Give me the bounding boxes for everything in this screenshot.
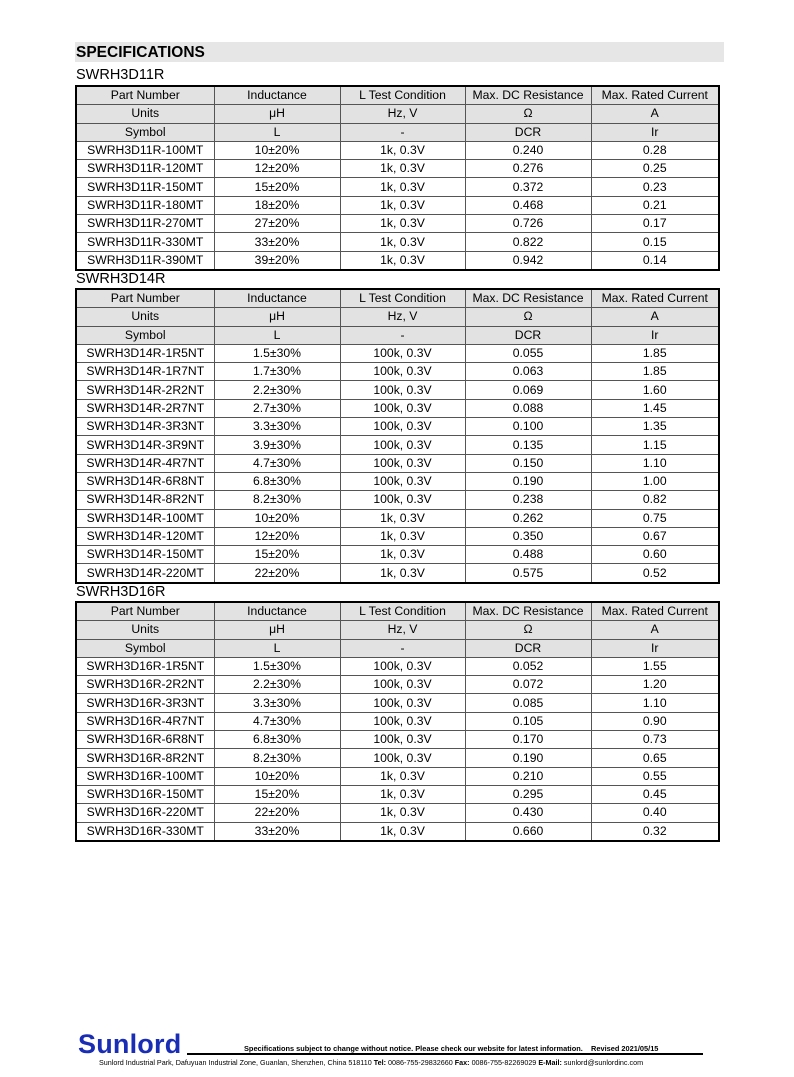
table-cell: 3.3±30% (214, 418, 340, 436)
table-cell: SWRH3D16R-2R2NT (76, 676, 214, 694)
table-cell: 0.063 (465, 363, 591, 381)
table-cell: 1.5±30% (214, 344, 340, 362)
table-cell: 1.85 (591, 344, 719, 362)
table-cell: 0.90 (591, 712, 719, 730)
table-row (76, 160, 719, 178)
table-cell: 15±20% (214, 546, 340, 564)
table-cell: SWRH3D11R-100MT (76, 141, 214, 159)
table-cell: Part Number (76, 86, 214, 105)
table-cell: SWRH3D16R-220MT (76, 804, 214, 822)
table-cell: 100k, 0.3V (340, 436, 465, 454)
table-cell: 18±20% (214, 196, 340, 214)
table-cell: 1.55 (591, 657, 719, 675)
footer-divider (187, 1053, 703, 1055)
table-cell: L (214, 326, 340, 344)
header-row (76, 602, 719, 621)
table-cell: 100k, 0.3V (340, 363, 465, 381)
table-cell: Units (76, 621, 214, 639)
table-cell: SWRH3D14R-8R2NT (76, 491, 214, 509)
table-cell: 0.822 (465, 233, 591, 251)
table-cell: 39±20% (214, 251, 340, 270)
table-cell: SWRH3D14R-4R7NT (76, 454, 214, 472)
table-cell: 0.100 (465, 418, 591, 436)
table-cell: 15±20% (214, 178, 340, 196)
table-cell: 33±20% (214, 233, 340, 251)
table-cell: SWRH3D14R-1R5NT (76, 344, 214, 362)
table-cell: Part Number (76, 602, 214, 621)
table-cell: μH (214, 308, 340, 326)
table-cell: 0.238 (465, 491, 591, 509)
table-cell: 0.350 (465, 527, 591, 545)
table-cell: 27±20% (214, 215, 340, 233)
symbol-row (76, 326, 719, 344)
units-row (76, 105, 719, 123)
table-cell: Max. DC Resistance (465, 602, 591, 621)
table-cell: 0.105 (465, 712, 591, 730)
table-cell: 0.190 (465, 472, 591, 490)
table-cell: 6.8±30% (214, 472, 340, 490)
spec-table (75, 601, 720, 842)
table-cell: Units (76, 308, 214, 326)
table-cell: SWRH3D14R-2R7NT (76, 399, 214, 417)
notice-text: Specifications subject to change without notice. Please check our website for latest information. (244, 1044, 583, 1053)
table-cell: 0.430 (465, 804, 591, 822)
table-cell: 1.15 (591, 436, 719, 454)
table-cell: 0.468 (465, 196, 591, 214)
table-cell: SWRH3D14R-120MT (76, 527, 214, 545)
table-cell: 0.15 (591, 233, 719, 251)
table-cell: Ir (591, 639, 719, 657)
units-row (76, 308, 719, 326)
table-cell: 0.82 (591, 491, 719, 509)
table-cell: - (340, 123, 465, 141)
table-cell: 1.60 (591, 381, 719, 399)
table-cell: 0.40 (591, 804, 719, 822)
table-cell: SWRH3D16R-8R2NT (76, 749, 214, 767)
table-cell: Ω (465, 308, 591, 326)
table-cell: 1k, 0.3V (340, 509, 465, 527)
table-row (76, 694, 719, 712)
table-cell: 100k, 0.3V (340, 418, 465, 436)
table-cell: 1.7±30% (214, 363, 340, 381)
symbol-row (76, 123, 719, 141)
table-cell: SWRH3D14R-6R8NT (76, 472, 214, 490)
tel-number: 0086-755-29832660 (388, 1058, 453, 1067)
table-cell: 100k, 0.3V (340, 712, 465, 730)
table-cell: 0.28 (591, 141, 719, 159)
table-cell: SWRH3D14R-220MT (76, 564, 214, 583)
table-cell: 0.60 (591, 546, 719, 564)
revised-date: Revised 2021/05/15 (591, 1044, 659, 1053)
footer-notice (244, 1044, 658, 1053)
sunlord-logo: Sunlord (78, 1029, 182, 1059)
table-row (76, 233, 719, 251)
table-cell: 0.65 (591, 749, 719, 767)
table-cell: 1.00 (591, 472, 719, 490)
table-cell: 1k, 0.3V (340, 767, 465, 785)
table-cell: 4.7±30% (214, 712, 340, 730)
table-cell: DCR (465, 326, 591, 344)
table-cell: Inductance (214, 602, 340, 621)
table-cell: 0.67 (591, 527, 719, 545)
table-cell: Symbol (76, 639, 214, 657)
section-title: SWRH3D16R (76, 584, 166, 600)
section-title: SWRH3D14R (76, 271, 166, 287)
table-cell: Max. Rated Current (591, 602, 719, 621)
table-row (76, 436, 719, 454)
table-cell: 4.7±30% (214, 454, 340, 472)
table-cell: 0.372 (465, 178, 591, 196)
table-cell: SWRH3D11R-180MT (76, 196, 214, 214)
table-cell: L Test Condition (340, 289, 465, 308)
table-cell: - (340, 326, 465, 344)
table-cell: 6.8±30% (214, 731, 340, 749)
table-cell: 2.2±30% (214, 381, 340, 399)
table-row (76, 381, 719, 399)
table-cell: 0.072 (465, 676, 591, 694)
table-cell: 1k, 0.3V (340, 546, 465, 564)
table-cell: 33±20% (214, 822, 340, 841)
table-row (76, 491, 719, 509)
section-title: SWRH3D11R (76, 67, 165, 83)
table-cell: μH (214, 621, 340, 639)
table-cell: L Test Condition (340, 602, 465, 621)
table-cell: 0.150 (465, 454, 591, 472)
table-cell: 0.295 (465, 785, 591, 803)
table-cell: 3.3±30% (214, 694, 340, 712)
table-cell: 100k, 0.3V (340, 657, 465, 675)
table-row (76, 251, 719, 270)
table-cell: Max. Rated Current (591, 289, 719, 308)
table-cell: 1.5±30% (214, 657, 340, 675)
table-cell: 0.25 (591, 160, 719, 178)
table-cell: 0.17 (591, 215, 719, 233)
table-cell: L (214, 639, 340, 657)
table-row (76, 454, 719, 472)
table-row (76, 785, 719, 803)
table-cell: 15±20% (214, 785, 340, 803)
table-cell: 1.35 (591, 418, 719, 436)
table-cell: 1k, 0.3V (340, 141, 465, 159)
table-cell: 0.21 (591, 196, 719, 214)
table-cell: 1k, 0.3V (340, 178, 465, 196)
table-cell: Max. DC Resistance (465, 86, 591, 105)
table-cell: Part Number (76, 289, 214, 308)
table-row (76, 399, 719, 417)
table-cell: A (591, 308, 719, 326)
table-cell: 0.088 (465, 399, 591, 417)
table-cell: 1.85 (591, 363, 719, 381)
table-cell: 1.45 (591, 399, 719, 417)
table-cell: A (591, 621, 719, 639)
table-cell: SWRH3D14R-150MT (76, 546, 214, 564)
table-row (76, 767, 719, 785)
table-cell: Ω (465, 621, 591, 639)
email-label: E-Mail: (538, 1058, 562, 1067)
table-row (76, 822, 719, 841)
header-row (76, 289, 719, 308)
fax-label: Fax: (454, 1058, 470, 1067)
table-row (76, 546, 719, 564)
table-cell: SWRH3D11R-390MT (76, 251, 214, 270)
table-cell: 100k, 0.3V (340, 491, 465, 509)
table-cell: Inductance (214, 289, 340, 308)
table-row (76, 712, 719, 730)
table-cell: 0.052 (465, 657, 591, 675)
table-cell: 1k, 0.3V (340, 196, 465, 214)
table-row (76, 196, 719, 214)
table-cell: 100k, 0.3V (340, 399, 465, 417)
table-row (76, 344, 719, 362)
table-cell: 0.069 (465, 381, 591, 399)
table-cell: 0.085 (465, 694, 591, 712)
table-cell: 0.135 (465, 436, 591, 454)
table-cell: 0.726 (465, 215, 591, 233)
table-cell: Symbol (76, 326, 214, 344)
table-cell: SWRH3D16R-330MT (76, 822, 214, 841)
table-cell: - (340, 639, 465, 657)
table-cell: SWRH3D16R-1R5NT (76, 657, 214, 675)
table-row (76, 804, 719, 822)
table-cell: SWRH3D14R-3R3NT (76, 418, 214, 436)
table-cell: 0.488 (465, 546, 591, 564)
table-cell: SWRH3D16R-6R8NT (76, 731, 214, 749)
table-cell: 0.055 (465, 344, 591, 362)
table-cell: 100k, 0.3V (340, 694, 465, 712)
table-cell: 1k, 0.3V (340, 785, 465, 803)
table-cell: 1k, 0.3V (340, 564, 465, 583)
table-cell: 0.240 (465, 141, 591, 159)
table-cell: 1k, 0.3V (340, 215, 465, 233)
table-cell: 0.45 (591, 785, 719, 803)
specifications-heading: SPECIFICATIONS (75, 42, 724, 62)
table-cell: 0.942 (465, 251, 591, 270)
table-cell: SWRH3D14R-1R7NT (76, 363, 214, 381)
table-cell: 0.73 (591, 731, 719, 749)
table-row (76, 509, 719, 527)
table-cell: 0.262 (465, 509, 591, 527)
spec-table (75, 85, 720, 271)
table-cell: 0.52 (591, 564, 719, 583)
table-cell: Hz, V (340, 105, 465, 123)
table-cell: SWRH3D11R-150MT (76, 178, 214, 196)
table-cell: Units (76, 105, 214, 123)
table-cell: 0.190 (465, 749, 591, 767)
table-row (76, 657, 719, 675)
table-cell: Hz, V (340, 621, 465, 639)
table-cell: SWRH3D11R-330MT (76, 233, 214, 251)
table-cell: 8.2±30% (214, 749, 340, 767)
table-cell: SWRH3D16R-100MT (76, 767, 214, 785)
table-cell: 12±20% (214, 527, 340, 545)
table-cell: SWRH3D14R-100MT (76, 509, 214, 527)
table-cell: SWRH3D16R-3R3NT (76, 694, 214, 712)
table-cell: 0.14 (591, 251, 719, 270)
table-cell: 1k, 0.3V (340, 251, 465, 270)
table-cell: 1k, 0.3V (340, 160, 465, 178)
table-cell: SWRH3D16R-4R7NT (76, 712, 214, 730)
table-cell: μH (214, 105, 340, 123)
table-row (76, 527, 719, 545)
table-cell: 1k, 0.3V (340, 822, 465, 841)
table-cell: 100k, 0.3V (340, 676, 465, 694)
table-cell: 22±20% (214, 804, 340, 822)
table-cell: 0.75 (591, 509, 719, 527)
table-cell: 1k, 0.3V (340, 527, 465, 545)
table-cell: 100k, 0.3V (340, 472, 465, 490)
table-row (76, 472, 719, 490)
table-cell: Symbol (76, 123, 214, 141)
tel-label: Tel: (373, 1058, 387, 1067)
table-cell: 8.2±30% (214, 491, 340, 509)
table-cell: 100k, 0.3V (340, 381, 465, 399)
table-cell: 0.170 (465, 731, 591, 749)
table-cell: L Test Condition (340, 86, 465, 105)
table-cell: 0.55 (591, 767, 719, 785)
table-cell: 2.7±30% (214, 399, 340, 417)
table-row (76, 178, 719, 196)
table-cell: Inductance (214, 86, 340, 105)
table-cell: 0.660 (465, 822, 591, 841)
table-cell: 100k, 0.3V (340, 344, 465, 362)
table-cell: SWRH3D16R-150MT (76, 785, 214, 803)
table-cell: 10±20% (214, 767, 340, 785)
table-cell: 1.10 (591, 694, 719, 712)
symbol-row (76, 639, 719, 657)
table-cell: 10±20% (214, 509, 340, 527)
table-cell: 1.10 (591, 454, 719, 472)
table-row (76, 731, 719, 749)
table-cell: 1k, 0.3V (340, 233, 465, 251)
fax-number: 0086-755-82269029 (471, 1058, 537, 1067)
email-address: sunlord@sunlordinc.com (563, 1058, 644, 1067)
header-row (76, 86, 719, 105)
table-row (76, 363, 719, 381)
table-cell: 12±20% (214, 160, 340, 178)
table-row (76, 564, 719, 583)
table-cell: 0.276 (465, 160, 591, 178)
table-cell: 10±20% (214, 141, 340, 159)
address-text: Sunlord Industrial Park, Dafuyuan Industrial Zone, Guanlan, Shenzhen, China 518110 (99, 1058, 372, 1067)
table-row (76, 215, 719, 233)
units-row (76, 621, 719, 639)
table-cell: 22±20% (214, 564, 340, 583)
table-cell: 0.575 (465, 564, 591, 583)
table-cell: SWRH3D14R-2R2NT (76, 381, 214, 399)
table-cell: 1k, 0.3V (340, 804, 465, 822)
table-cell: SWRH3D11R-270MT (76, 215, 214, 233)
table-cell: Max. Rated Current (591, 86, 719, 105)
table-cell: 2.2±30% (214, 676, 340, 694)
table-cell: 0.210 (465, 767, 591, 785)
table-cell: Ir (591, 123, 719, 141)
table-cell: DCR (465, 123, 591, 141)
table-cell: 0.32 (591, 822, 719, 841)
table-cell: L (214, 123, 340, 141)
table-cell: Ir (591, 326, 719, 344)
table-cell: SWRH3D14R-3R9NT (76, 436, 214, 454)
table-row (76, 418, 719, 436)
table-row (76, 141, 719, 159)
footer-address (99, 1058, 643, 1067)
table-cell: 100k, 0.3V (340, 749, 465, 767)
table-cell: Max. DC Resistance (465, 289, 591, 308)
table-cell: 1.20 (591, 676, 719, 694)
table-cell: 100k, 0.3V (340, 454, 465, 472)
table-cell: 3.9±30% (214, 436, 340, 454)
table-cell: 100k, 0.3V (340, 731, 465, 749)
table-cell: 0.23 (591, 178, 719, 196)
table-cell: DCR (465, 639, 591, 657)
table-cell: SWRH3D11R-120MT (76, 160, 214, 178)
spec-table (75, 288, 720, 584)
table-row (76, 676, 719, 694)
table-cell: Ω (465, 105, 591, 123)
table-cell: Hz, V (340, 308, 465, 326)
table-cell: A (591, 105, 719, 123)
table-row (76, 749, 719, 767)
